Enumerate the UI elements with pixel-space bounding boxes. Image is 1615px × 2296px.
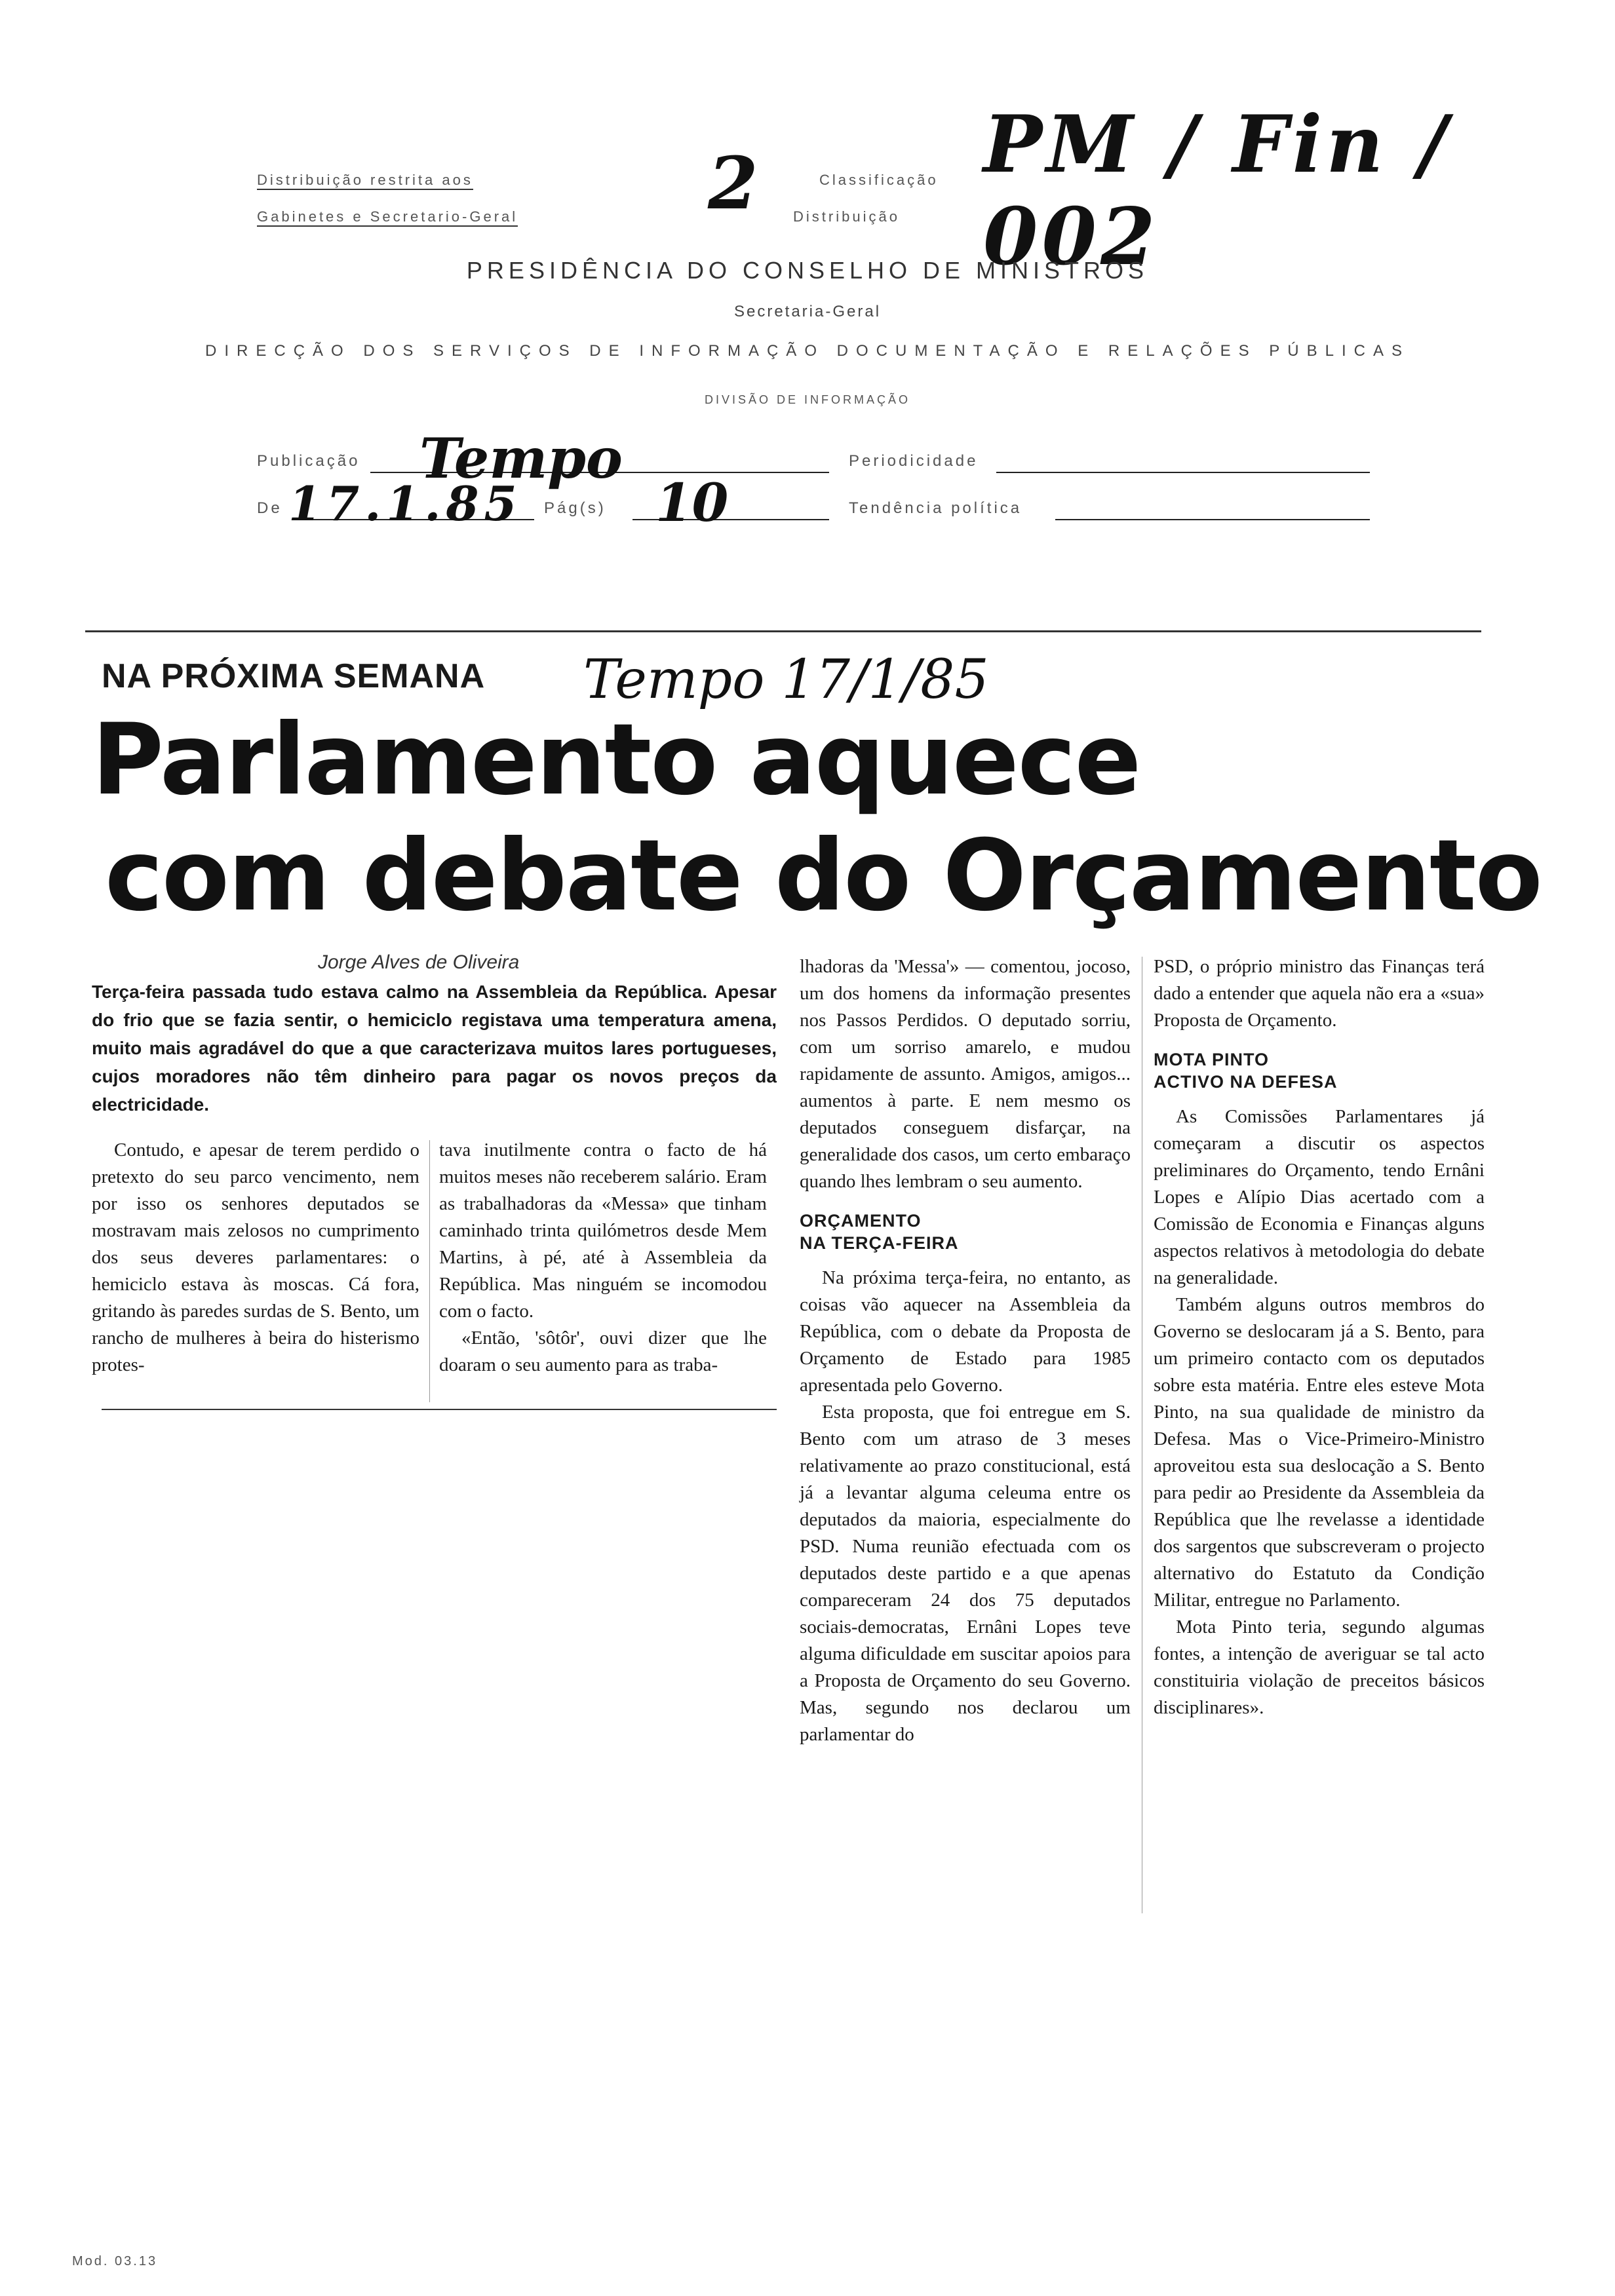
handwritten-reference: PM / Fin / 002 (983, 98, 1452, 283)
article-kicker: NA PRÓXIMA SEMANA (102, 657, 486, 695)
lead-columns-bottom-rule (102, 1409, 777, 1410)
column-2-paragraph-2: «Então, 'sôtôr', ouvi dizer que lhe doaram o seu aumento para as traba- (439, 1328, 767, 1375)
pagina-label: Pág(s) (544, 499, 606, 517)
article-lead: Terça-feira passada tudo estava calmo na Assembleia da República. Apesar do frio que se fazia sentir, o hemiciclo registava uma temperatura amena, muito mais agradável do que a que caracterizava muitos lares portugueses, cujos moradores não têm dinheiro para pagar os novos preços da electricidade. (92, 982, 777, 1115)
column-4-paragraph-2: As Comissões Parlamentares já começaram a discutir os aspectos preliminares do Orçamento, tendo Ernâni Lopes e Alípio Dias acertado com a Comissão de Economia e Finanças alguns aspectos relativos à metodologia do debate na generalidade. (1154, 1106, 1485, 1288)
subhead-mota-pinto-line2: ACTIVO NA DEFESA (1154, 1072, 1338, 1092)
classificacao-label: Classificação (819, 172, 939, 188)
column-3-paragraph-3: Esta proposta, que foi entregue em S. Bento com um atraso de 3 meses relativamente ao prazo constitucional, está já a levantar alguma celeuma entre os deputados da maioria, especialmente do PSD. Numa reunião efectuada com os deputados deste partido e a que apenas compareceram 24 dos 75 deputados sociais-democratas, Ernâni Lopes teve alguma dificuldade em suscitar apoios para a Proposta de Orçamento do seu Governo. Mas, segundo nos declarou um parlamentar do (800, 1402, 1131, 1745)
handwritten-publicacao: Tempo (419, 426, 623, 491)
tendencia-line (1055, 519, 1370, 520)
column-4-paragraph-3: Também alguns outros membros do Governo se deslocaram já a S. Bento, para um primeiro contacto com os deputados sobre esta matéria. Entre eles esteve Mota Pinto, na sua qualidade de ministro da Defesa. Mas o Vice-Primeiro-Ministro aproveitou esta sua deslocação a S. Bento para pedir ao Presidente da Assembleia da República que lhe revelasse a identidade dos sargentos que subscreveram o projecto alternativo do Estatuto da Condição Militar, entregue no Parlamento. (1154, 1294, 1485, 1611)
periodicidade-label: Periodicidade (849, 452, 979, 470)
handwritten-class-mark: 2 (708, 141, 758, 225)
article-column-3 (800, 953, 1131, 1748)
column-4-paragraph-4: Mota Pinto teria, segundo algumas fontes, a intenção de averiguar se tal acto constituiria violação de preceitos básicos disciplinares». (1154, 1617, 1485, 1718)
headline-line2: com debate do Orçamento (105, 819, 1542, 933)
direccao-servicos: DIRECÇÃO DOS SERVIÇOS DE INFORMAÇÃO DOCUMENTAÇÃO E RELAÇÕES PÚBLICAS (205, 342, 1410, 360)
form-code: Mod. 03.13 (72, 2254, 158, 2268)
de-label: De (257, 499, 282, 517)
org-title: PRESIDÊNCIA DO CONSELHO DE MINISTROS (466, 257, 1149, 284)
headline-line1: Parlamento aquece (92, 703, 1140, 817)
article-column-2 (439, 1137, 767, 1379)
column-4-paragraph-1: PSD, o próprio ministro das Finanças terá dado a entender que aquela não era a «sua» Proposta de Orçamento. (1154, 956, 1485, 1031)
article-byline: Jorge Alves de Oliveira (318, 951, 520, 973)
column-2-text: tava inutilmente contra o facto de há muitos meses não receberem salário. Eram as trabalhadoras da «Messa» que tinham caminhado trinta quilómetros desde Mem Martins, à pé, até à Assembleia da República. Mas ninguém se incomodou com o facto. (439, 1139, 767, 1322)
handwritten-date: 17.1.85 (288, 476, 522, 531)
subhead-orcamento (800, 1210, 1131, 1254)
publicacao-label: Publicação (257, 452, 360, 470)
article-top-rule (85, 630, 1481, 632)
subhead-orcamento-line1: ORÇAMENTO (800, 1211, 922, 1231)
tendencia-label: Tendência política (849, 499, 1022, 517)
secretaria-geral: Secretaria-Geral (733, 303, 882, 320)
periodicidade-line (996, 472, 1370, 473)
handwritten-article-note: Tempo 17/1/85 (583, 649, 989, 711)
article-column-4 (1154, 953, 1485, 1721)
column-3-paragraph-2: Na próxima terça-feira, no entanto, as coisas vão aquecer na Assembleia da República, com o debate da Proposta de Orçamento de Estado para 1985 apresentada pelo Governo. (800, 1267, 1131, 1396)
subhead-orcamento-line2: NA TERÇA-FEIRA (800, 1233, 959, 1253)
distribuicao-label: Distribuição (793, 208, 900, 225)
subhead-mota-pinto-line1: MOTA PINTO (1154, 1050, 1269, 1069)
distribution-restriction-line2: Gabinetes e Secretario-Geral (257, 208, 518, 227)
divisao-informacao: DIVISÃO DE INFORMAÇÃO (704, 393, 911, 406)
subhead-mota-pinto (1154, 1048, 1485, 1093)
column-1-text: Contudo, e apesar de terem perdido o pretexto do seu parco vencimento, nem por isso os senhores deputados se mostravam mais zelosos no cumprimento dos seus deveres parlamentares: o hemiciclo estava às moscas. Cá fora, gritando às paredes surdas de S. Bento, um rancho de mulheres à beira do histerismo protes- (92, 1139, 419, 1375)
column-3-paragraph-1: lhadoras da 'Messa'» — comentou, jocoso, um dos homens da informação presentes nos Passos Perdidos. O deputado sorriu, com um sorriso amarelo, e mudou rapidamente de assunto. Amigos, amigos... aumentos à parte. E nem mesmo os deputados conseguem disfarçar, na generalidade dos casos, um certo embaraço quando lhes lembram o seu aumento. (800, 956, 1131, 1192)
handwritten-page: 10 (655, 472, 729, 533)
article-column-1 (92, 1137, 419, 1379)
column-divider (429, 1140, 430, 1402)
distribution-restriction-line1: Distribuição restrita aos (257, 172, 473, 190)
